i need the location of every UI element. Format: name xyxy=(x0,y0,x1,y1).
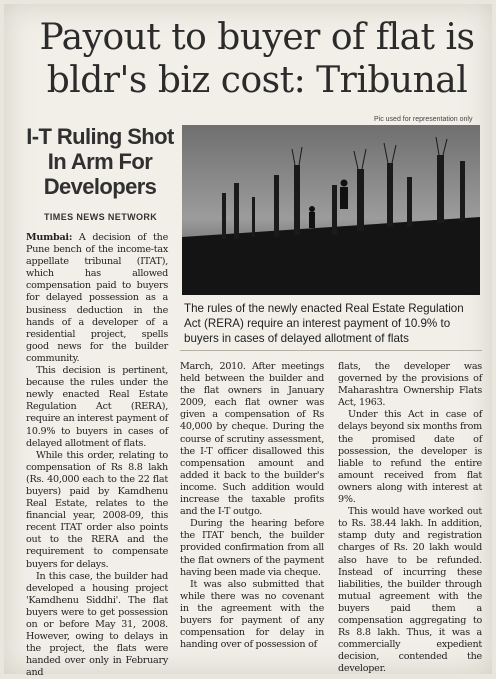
paragraph: This decision is pertinent, because the rules under the newly enacted Real Estate Regulation Act (RERA), require an interest payment of 10.9% to buyers in cases of delayed allotment of flats. xyxy=(26,365,168,449)
photo-note: Pic used for representation only xyxy=(374,116,473,123)
byline: TIMES NEWS NETWORK xyxy=(44,212,158,222)
article-column-1 xyxy=(26,232,168,679)
paragraph: In this case, the builder had developed a housing project 'Kamdhenu Siddhi'. The flat buyers were to get possession on or before May 31, 2008. However, owing to delays in the project, the flats were handed over only in February and xyxy=(26,570,168,679)
photo-caption: The rules of the newly enacted Real Estate Regulation Act (RERA) require an interest payment of 10.9% to buyers in cases of delayed allotment of flats xyxy=(184,302,464,345)
article-column-3 xyxy=(338,361,482,675)
article-column-2 xyxy=(180,361,324,651)
paragraph-text: A decision of the Pune bench of the income-tax appellate tribunal (ITAT), which has allowed compensation paid to buyers for delayed possession as a business deduction in the hands of a developer of a residential project, spells good news for the builder community. xyxy=(26,232,168,364)
newspaper-clipping xyxy=(4,4,492,679)
subheadline: I-T Ruling Shot In Arm For Developers xyxy=(26,124,174,199)
dateline: Mumbai: xyxy=(26,232,73,243)
paragraph: March, 2010. After meetings held between the builder and the flat owners in January 2009, each flat owner was given a compensation of Rs 40,000 by cheque. During the course of scrutiny assessment, the I-T officer disallowed this compensation amount and added it back to the builder's income. Such addition would increase the taxable profits and the I-T outgo. xyxy=(180,361,324,518)
paragraph xyxy=(26,232,168,365)
paragraph: flats, the developer was governed by the provisions of Maharashtra Ownership Flats Act, 1963. xyxy=(338,361,482,409)
construction-silhouette-photo xyxy=(182,125,480,295)
paragraph: This would have worked out to Rs. 38.44 lakh. In addition, stamp duty and registration charges of Rs. 20 lakh would also have to be refunded. Instead of incurring these liabilities, the builder through mutual agreement with the buyers paid them a compensation aggregating to Rs 8.8 lakh. Thus, it was a commercially expedient decision, contended the developer. xyxy=(338,506,482,675)
paragraph: It was also submitted that while there was no covenant in the agreement with the buyers for payment of any compensation for delay in handing over of possession of xyxy=(180,578,324,651)
divider xyxy=(180,350,482,351)
paragraph: During the hearing before the ITAT bench, the builder provided confirmation from all the flat owners of the payment having been made via cheque. xyxy=(180,518,324,578)
headline: Payout to buyer of flat is bldr's biz cost: Tribunal xyxy=(39,17,475,101)
paragraph: While this order, relating to compensation of Rs 8.8 lakh (Rs. 40,000 each to the 22 flat buyers) paid by Kamdhenu Real Estate, relates to the financial year, 2008-09, this recent ITAT order also points out to the RERA and the requirement to compensate buyers for delays. xyxy=(26,449,168,570)
paragraph: Under this Act in case of delays beyond six months from the promised date of possession, the developer is liable to refund the entire amount received from flat owners along with interest at 9%. xyxy=(338,409,482,506)
